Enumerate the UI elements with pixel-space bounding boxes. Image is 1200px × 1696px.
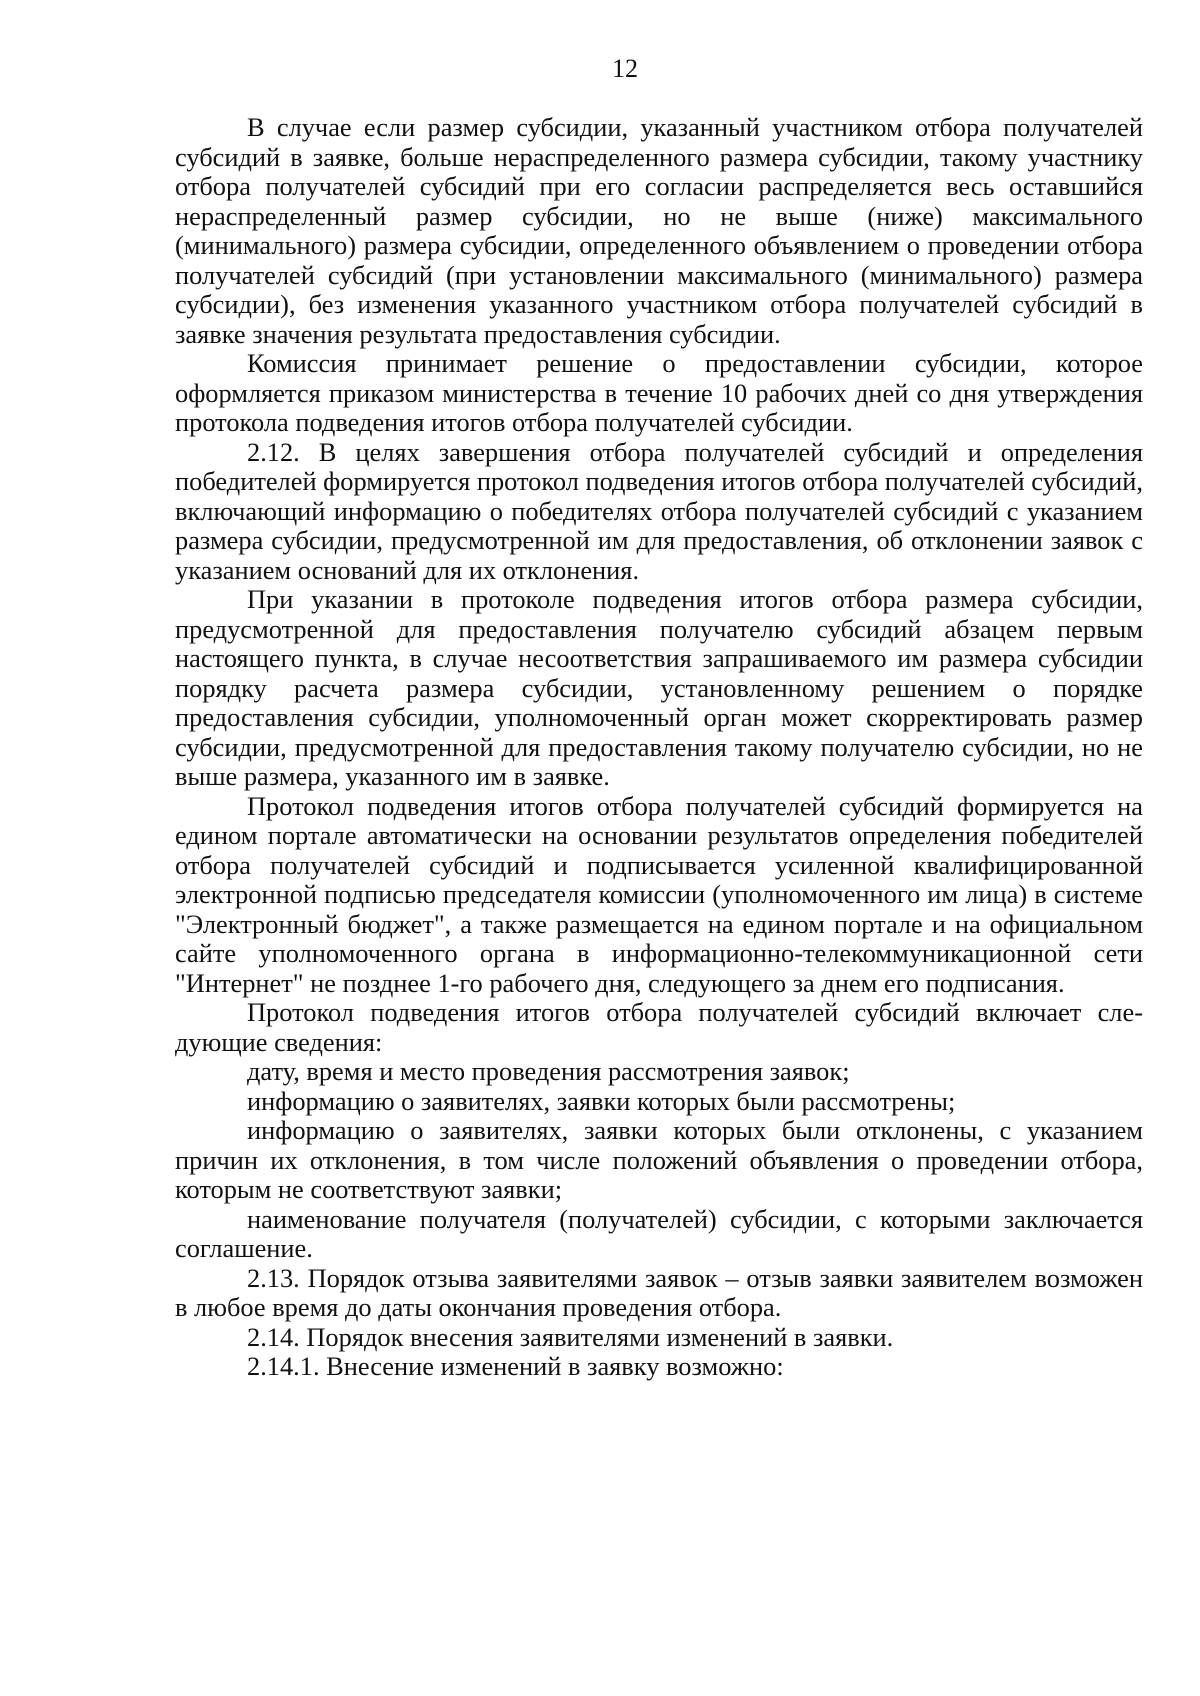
page-number: 12	[612, 54, 638, 83]
section-heading: 2.14.1. Внесение изменений в заявку возможно:	[247, 1351, 784, 1381]
list-item: информацию о заявителях, заявки которых были рассмотрены;	[247, 1085, 956, 1116]
paragraph: В случае если размер субсидии, указанный участником отбора получателей субсидий в заявке, больше нераспределенного размера субсидии, такому участнику отбора получателей субсидий при его согласии распределяется весь оставшийся нераспределенный размер субсидии, но не выше (ниже) максимального (минимального) размера субсидии, определенного объявлением о проведении отбора получателей субсидий (при установлении максимального (минимального) размера субсидии), без изменения указанного участником отбора получателей субсидий в заявке значения результата предоставления субсидии.	[175, 112, 1143, 349]
paragraph: При указании в протоколе подведения итогов отбора размера субсидии, предусмотренной для предоставления получателю субсидий абзацем первым настоящего пункта, в случае несоответствия запрашиваемого им размера субсидии порядку расчета размера субсидии, установленному решением о порядке предоставления субсидии, уполномоченный орган может скорректировать размер субсидии, предусмотренной для предоставления такому получателю субсидии, но не выше размера, указанного им в заявке.	[175, 584, 1143, 791]
paragraph: Протокол подведения итогов отбора получателей субсидий включает следующие сведения:	[175, 997, 1143, 1057]
paragraph: Протокол подведения итогов отбора получателей субсидий формируется на едином портале автоматически на основании результатов определения победителей отбора получателей субсидий и подписывается усиленной квалифицированной электронной подписью председателя комиссии (уполномоченного им лица) в системе "Электронный бюджет", а также размещается на едином портале и на официальном сайте уполномоченного органа в информационно-телекоммуникационной сети "Интернет" не позднее 1-го рабочего дня, следующего за днем его подписания.	[175, 790, 1143, 998]
list-item: дату, время и место проведения рассмотрения заявок;	[247, 1056, 850, 1086]
document-body	[175, 113, 1143, 1382]
section-heading: 2.14. Порядок внесения заявителями изменений в заявки.	[247, 1321, 894, 1352]
paragraph: 2.13. Порядок отзыва заявителями заявок – отзыв заявки заявителем возможен в любое время до даты окончания проведения отбора.	[175, 1262, 1143, 1322]
paragraph: Комиссия принимает решение о предоставлении субсидии, которое оформляется приказом министерства в течение 10 рабочих дней со дня утверждения протокола подведения итогов отбора получателей субсидии.	[175, 348, 1143, 437]
list-item: наименование получателя (получателей) субсидии, с которыми заключается соглашение.	[175, 1203, 1143, 1263]
paragraph: 2.12. В целях завершения отбора получателей субсидий и определения победителей формируется протокол подведения итогов отбора получателей субсидий, включающий информацию о победителях отбора получателей субсидий с указанием размера субсидии, предусмотренной им для предоставления, об отклонении заявок с указанием оснований для их отклонения.	[175, 436, 1143, 585]
list-item: информацию о заявителях, заявки которых были отклонены, с указанием причин их отклонения, в том числе положений объявления о проведении отбора, которым не соответствуют заявки;	[175, 1115, 1143, 1204]
